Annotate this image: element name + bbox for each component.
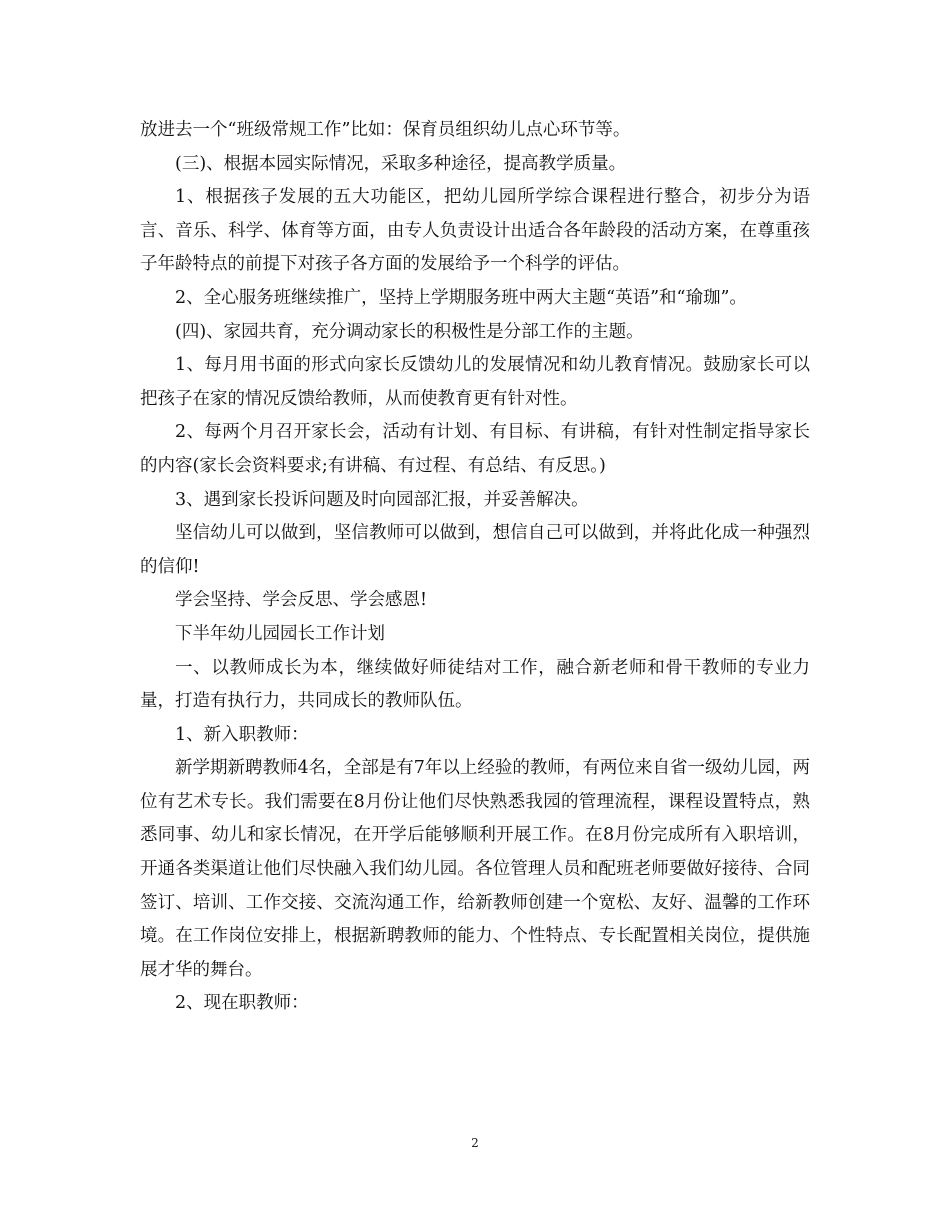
paragraph: 学会坚持、学会反思、学会感恩! bbox=[175, 590, 428, 611]
section-title: 下半年幼儿园园长工作计划 bbox=[175, 623, 385, 644]
paragraph: 放进去一个“班级常规工作”比如：保育员组织幼儿点心环节等。 bbox=[140, 120, 631, 140]
paragraph: 2、每两个月召开家长会，活动有计划、有目标、有讲稿，有针对性制定指导家长的内容(家长会资料要求;有讲稿、有过程、有总结、有反思。) bbox=[140, 422, 810, 476]
document-body bbox=[140, 114, 810, 1021]
paragraph: 1、根据孩子发展的五大功能区，把幼儿园所学综合课程进行整合，初步分为语言、音乐、科学、体育等方面，由专人负责设计出适合各年龄段的活动方案，在尊重孩子年龄特点的前提下对孩子各方面的发展给予一个科学的评估。 bbox=[140, 187, 810, 275]
paragraph: (四)、家园共育，充分调动家长的积极性是分部工作的主题。 bbox=[175, 321, 644, 342]
paragraph: 1、新入职教师： bbox=[175, 724, 309, 745]
page-number: 2 bbox=[471, 1136, 479, 1150]
paragraph: 2、全心服务班继续推广，坚持上学期服务班中两大主题“英语”和“瑜珈”。 bbox=[175, 287, 747, 308]
paragraph: 1、每月用书面的形式向家长反馈幼儿的发展情况和幼儿教育情况。鼓励家长可以把孩子在家的情况反馈给教师，从而使教育更有针对性。 bbox=[140, 355, 810, 409]
paragraph: 2、现在职教师： bbox=[175, 993, 309, 1014]
paragraph: 新学期新聘教师4名，全部是有7年以上经验的教师，有两位来自省一级幼儿园，两位有艺术专长。我们需要在8月份让他们尽快熟悉我园的管理流程，课程设置特点，熟悉同事、幼儿和家长情况，在开学后能够顺利开展工作。在8月份完成所有入职培训，开通各类渠道让他们尽快融入我们幼儿园。各位管理人员和配班老师要做好接待、合同签订、培训、工作交接、交流沟通工作，给新教师创建一个宽松、友好、温馨的工作环境。在工作岗位安排上，根据新聘教师的能力、个性特点、专长配置相关岗位，提供施展才华的舞台。 bbox=[140, 758, 810, 980]
paragraph: (三)、根据本园实际情况，采取多种途径，提高教学质量。 bbox=[175, 153, 627, 174]
paragraph: 一、以教师成长为本，继续做好师徒结对工作，融合新老师和骨干教师的专业力量，打造有执行力，共同成长的教师队伍。 bbox=[140, 657, 810, 712]
paragraph: 3、遇到家长投诉问题及时向园部汇报，并妥善解决。 bbox=[175, 489, 589, 510]
paragraph: 坚信幼儿可以做到，坚信教师可以做到，想信自己可以做到，并将此化成一种强烈的信仰! bbox=[140, 523, 810, 577]
